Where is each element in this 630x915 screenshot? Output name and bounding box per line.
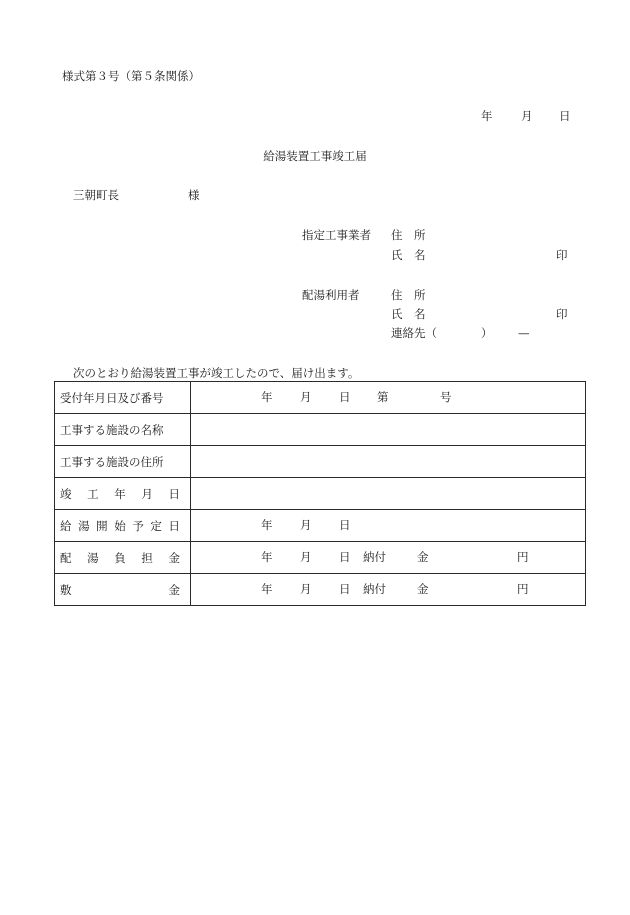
label-char: 工 (87, 486, 99, 501)
facility-name-value[interactable] (191, 414, 586, 446)
intro-text: 次のとおり給湯装置工事が竣工したので、届け出ます。 (73, 366, 360, 380)
contractor-seal: 印 (556, 248, 568, 262)
label-char: 定 (150, 518, 162, 533)
label-char: 負 (114, 550, 126, 565)
deposit-month: 月 (300, 582, 312, 596)
start-date-label (55, 510, 191, 542)
table-row-burden-fee (55, 542, 586, 574)
burden-year: 年 (261, 550, 273, 564)
user-contact-label: 連絡先（ (391, 326, 437, 340)
burden-amount: 金 (417, 550, 429, 564)
start-year: 年 (261, 518, 273, 532)
deposit-yen: 円 (517, 582, 529, 596)
label-char: 担 (141, 550, 153, 565)
date-day: 日 (559, 109, 571, 123)
completion-date-value[interactable] (191, 478, 586, 510)
contractor-address-label: 住 所 (391, 228, 426, 242)
label-char: 年 (114, 486, 126, 501)
receipt-dai: 第 (377, 390, 389, 404)
label-char: 月 (141, 486, 153, 501)
receipt-value (191, 382, 586, 414)
date-line (0, 109, 630, 123)
label-char: 湯 (78, 518, 90, 533)
burden-month: 月 (300, 550, 312, 564)
table-row-receipt (55, 382, 586, 414)
label-char: 竣 (60, 486, 72, 501)
receipt-day: 日 (339, 390, 351, 404)
document-title: 給湯装置工事竣工届 (263, 149, 367, 163)
date-month: 月 (521, 109, 533, 123)
label-char: 日 (168, 486, 180, 501)
receipt-year: 年 (261, 390, 273, 404)
table-row-facility-name (55, 414, 586, 446)
table-row-deposit (55, 574, 586, 606)
facility-address-label: 工事する施設の住所 (55, 446, 191, 478)
deposit-amount: 金 (417, 582, 429, 596)
facility-address-value[interactable] (191, 446, 586, 478)
deposit-year: 年 (261, 582, 273, 596)
receipt-go: 号 (440, 390, 452, 404)
label-char: 日 (168, 518, 180, 533)
burden-day: 日 (339, 550, 351, 564)
user-seal: 印 (556, 307, 568, 321)
label-char: 金 (168, 582, 180, 597)
user-contact-close-paren: ） (481, 326, 493, 340)
addressee-honorific: 様 (188, 188, 200, 202)
addressee: 三朝町長 (73, 188, 119, 202)
label-char: 始 (114, 518, 126, 533)
label-char: 開 (96, 518, 108, 533)
table-row-facility-address (55, 446, 586, 478)
deposit-day: 日 (339, 582, 351, 596)
user-contact-dash: — (518, 326, 530, 340)
form-number: 様式第３号（第５条関係） (62, 69, 200, 83)
deposit-value (191, 574, 586, 606)
label-char: 敷 (60, 582, 72, 597)
deposit-paid: 納付 (363, 582, 386, 596)
label-char: 湯 (87, 550, 99, 565)
start-date-value (191, 510, 586, 542)
user-label: 配湯利用者 (302, 288, 360, 302)
completion-table (54, 381, 586, 606)
user-address-label: 住 所 (391, 288, 426, 302)
facility-name-label: 工事する施設の名称 (55, 414, 191, 446)
burden-fee-label (55, 542, 191, 574)
label-char: 配 (60, 550, 72, 565)
burden-fee-value (191, 542, 586, 574)
burden-paid: 納付 (363, 550, 386, 564)
contractor-name-label: 氏 名 (391, 248, 426, 262)
user-name-label: 氏 名 (391, 307, 426, 321)
contractor-label: 指定工事業者 (302, 228, 371, 242)
receipt-month: 月 (300, 390, 312, 404)
start-month: 月 (300, 518, 312, 532)
start-day: 日 (339, 518, 351, 532)
table-row-start-date (55, 510, 586, 542)
date-year: 年 (481, 109, 493, 123)
table-row-completion-date (55, 478, 586, 510)
label-char: 給 (60, 518, 72, 533)
deposit-label (55, 574, 191, 606)
label-char: 金 (168, 550, 180, 565)
label-char: 予 (132, 518, 144, 533)
receipt-label: 受付年月日及び番号 (55, 382, 191, 414)
burden-yen: 円 (517, 550, 529, 564)
completion-date-label (55, 478, 191, 510)
